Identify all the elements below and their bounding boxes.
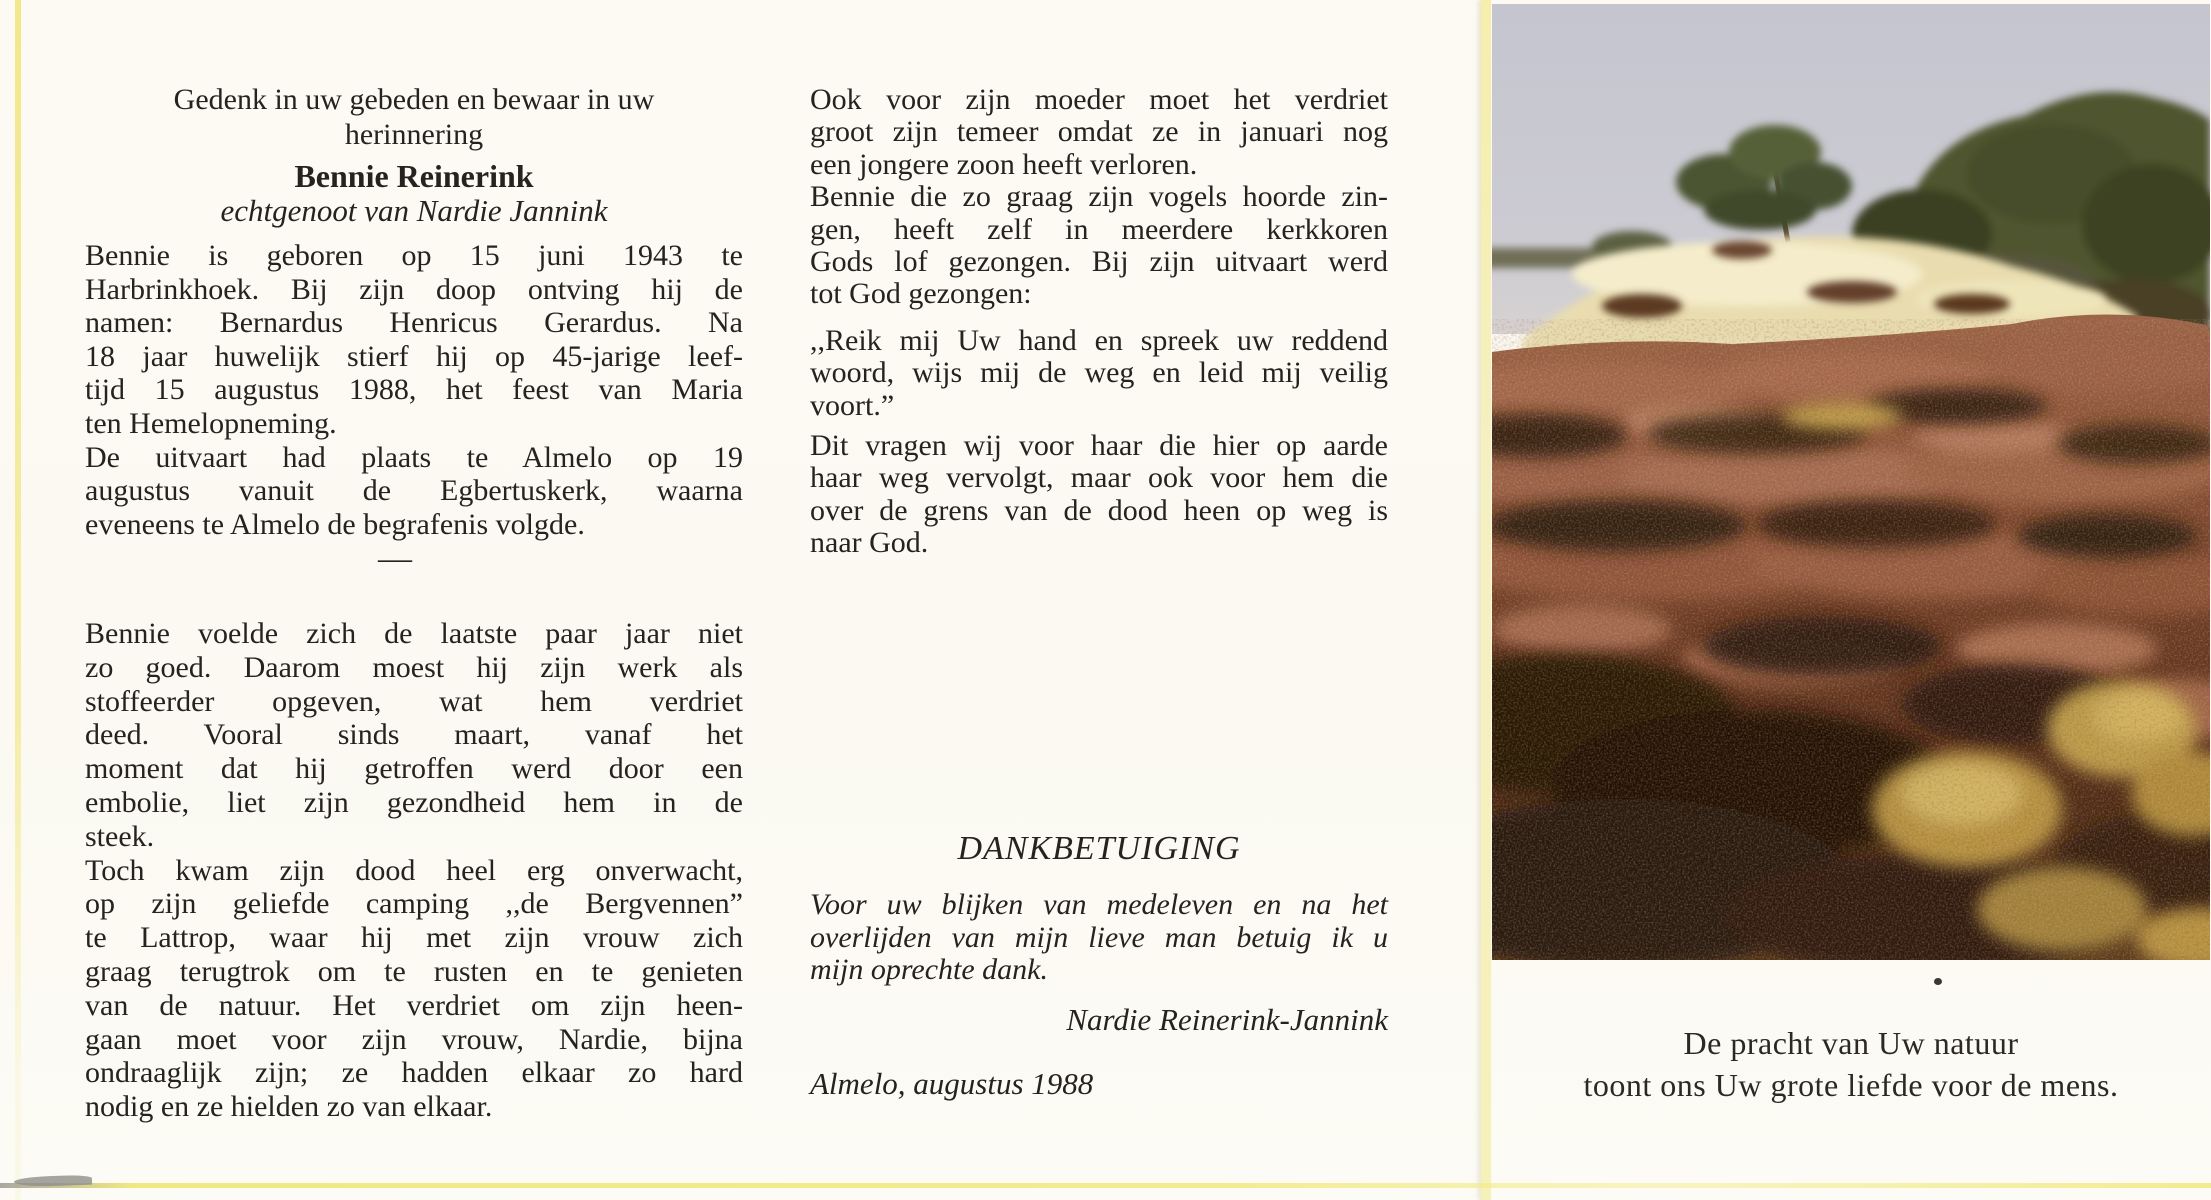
- heather-landscape-photo: [1492, 4, 2210, 960]
- text-line: voort.”: [810, 388, 895, 422]
- text-line: woord, wijs mij de weg en leid mij veilig: [810, 356, 1388, 390]
- text-line: Bennie die zo graag zijn vogels hoorde zin-: [810, 180, 1388, 214]
- text-line: haar weg vervolgt, maar ook voor hem die: [810, 461, 1388, 495]
- text-line: steek.: [85, 819, 155, 853]
- life-story-paragraph: [85, 617, 743, 1124]
- text-line: 18 jaar huwelijk stierf hij op 45-jarige leef-: [85, 339, 743, 373]
- text-line: ten Hemelopneming.: [85, 406, 337, 440]
- hymn-quote-paragraph: [810, 325, 1388, 422]
- acknowledgement-heading: DANKBETUIGING: [957, 830, 1241, 867]
- prayer-paragraph: [810, 430, 1388, 560]
- text-line: embolie, liet zijn gezondheid hem in de: [85, 785, 743, 819]
- biography-paragraph: [85, 239, 743, 541]
- text-line: mijn oprechte dank.: [810, 953, 1048, 986]
- text-line: een jongere zoon heeft verloren.: [810, 147, 1198, 181]
- text-line: Bennie is geboren op 15 juni 1943 te: [85, 239, 743, 272]
- text-line: augustus vanuit de Egbertuskerk, waarna: [85, 474, 743, 508]
- text-line: tot God gezongen:: [810, 277, 1032, 311]
- photo-caption-line: De pracht van Uw natuur: [1683, 1025, 2019, 1061]
- place-and-date: Almelo, augustus 1988: [810, 1066, 1094, 1101]
- text-line: ,,Reik mij Uw hand en spreek uw reddend: [810, 324, 1388, 357]
- text-line: overlijden van mijn lieve man betuig ik u: [810, 920, 1388, 954]
- card-fold-line: [1481, 0, 1491, 1200]
- prayer-header-line: Gedenk in uw gebeden en bewaar in uw: [173, 83, 655, 116]
- photo-caption: [1492, 1022, 2210, 1106]
- text-line: op zijn geliefde camping ,,de Bergvennen”: [85, 887, 743, 921]
- photo-caption-line: toont ons Uw grote liefde voor de mens.: [1583, 1067, 2119, 1103]
- condolence-paragraph: [810, 84, 1388, 311]
- spouse-line: echtgenoot van Nardie Jannink: [220, 193, 608, 228]
- section-divider-dash: —: [378, 540, 412, 577]
- text-line: Dit vragen wij voor haar die hier op aarde: [810, 429, 1388, 462]
- text-line: Bennie voelde zich de laatste paar jaar niet: [85, 617, 743, 650]
- text-line: te Lattrop, waar hij met zijn vrouw zich: [85, 921, 743, 955]
- text-line: tijd 15 augustus 1988, het feest van Maria: [85, 373, 743, 407]
- text-line: namen: Bernardus Henricus Gerardus. Na: [85, 306, 743, 340]
- prayer-header-line: herinnering: [344, 118, 484, 151]
- text-line: Toch kwam zijn dood heel erg onverwacht,: [85, 853, 743, 887]
- card-left-edge: [15, 0, 21, 1200]
- text-line: Voor uw blijken van medeleven en na het: [810, 888, 1388, 921]
- text-line: moment dat hij getroffen werd door een: [85, 752, 743, 786]
- text-line: graag terugtrok om te rusten en te genieten: [85, 954, 743, 988]
- text-line: gen, heeft zelf in meerdere kerkkoren: [810, 212, 1388, 246]
- text-line: gaan moet voor zijn vrouw, Nardie, bijna: [85, 1022, 743, 1056]
- card-bottom-edge: [0, 1183, 2211, 1188]
- text-line: Gods lof gezongen. Bij zijn uitvaart werd: [810, 245, 1388, 279]
- prayer-header: [85, 82, 743, 152]
- acknowledgement-paragraph: [810, 889, 1388, 987]
- text-line: nodig en ze hielden zo van elkaar.: [85, 1090, 493, 1124]
- text-line: zo goed. Daarom moest hij zijn werk als: [85, 650, 743, 684]
- text-line: Harbrinkhoek. Bij zijn doop ontving hij de: [85, 272, 743, 306]
- print-dot: [1934, 978, 1942, 985]
- text-line: deed. Vooral sinds maart, vanaf het: [85, 718, 743, 752]
- deceased-name: Bennie Reinerink: [294, 158, 534, 194]
- text-line: ondraaglijk zijn; ze hadden elkaar zo hard: [85, 1056, 743, 1090]
- text-line: Ook voor zijn moeder moet het verdriet: [810, 83, 1388, 116]
- text-line: De uitvaart had plaats te Almelo op 19: [85, 440, 743, 474]
- text-line: naar God.: [810, 526, 929, 560]
- text-line: stoffeerder opgeven, wat hem verdriet: [85, 684, 743, 718]
- text-line: groot zijn temeer omdat ze in januari nog: [810, 115, 1388, 149]
- text-line: van de natuur. Het verdriet om zijn heen-: [85, 988, 743, 1022]
- text-line: eveneens te Almelo de begrafenis volgde.: [85, 507, 585, 541]
- signature: Nardie Reinerink-Jannink: [1066, 1002, 1388, 1037]
- text-line: over de grens van de dood heen op weg is: [810, 493, 1388, 527]
